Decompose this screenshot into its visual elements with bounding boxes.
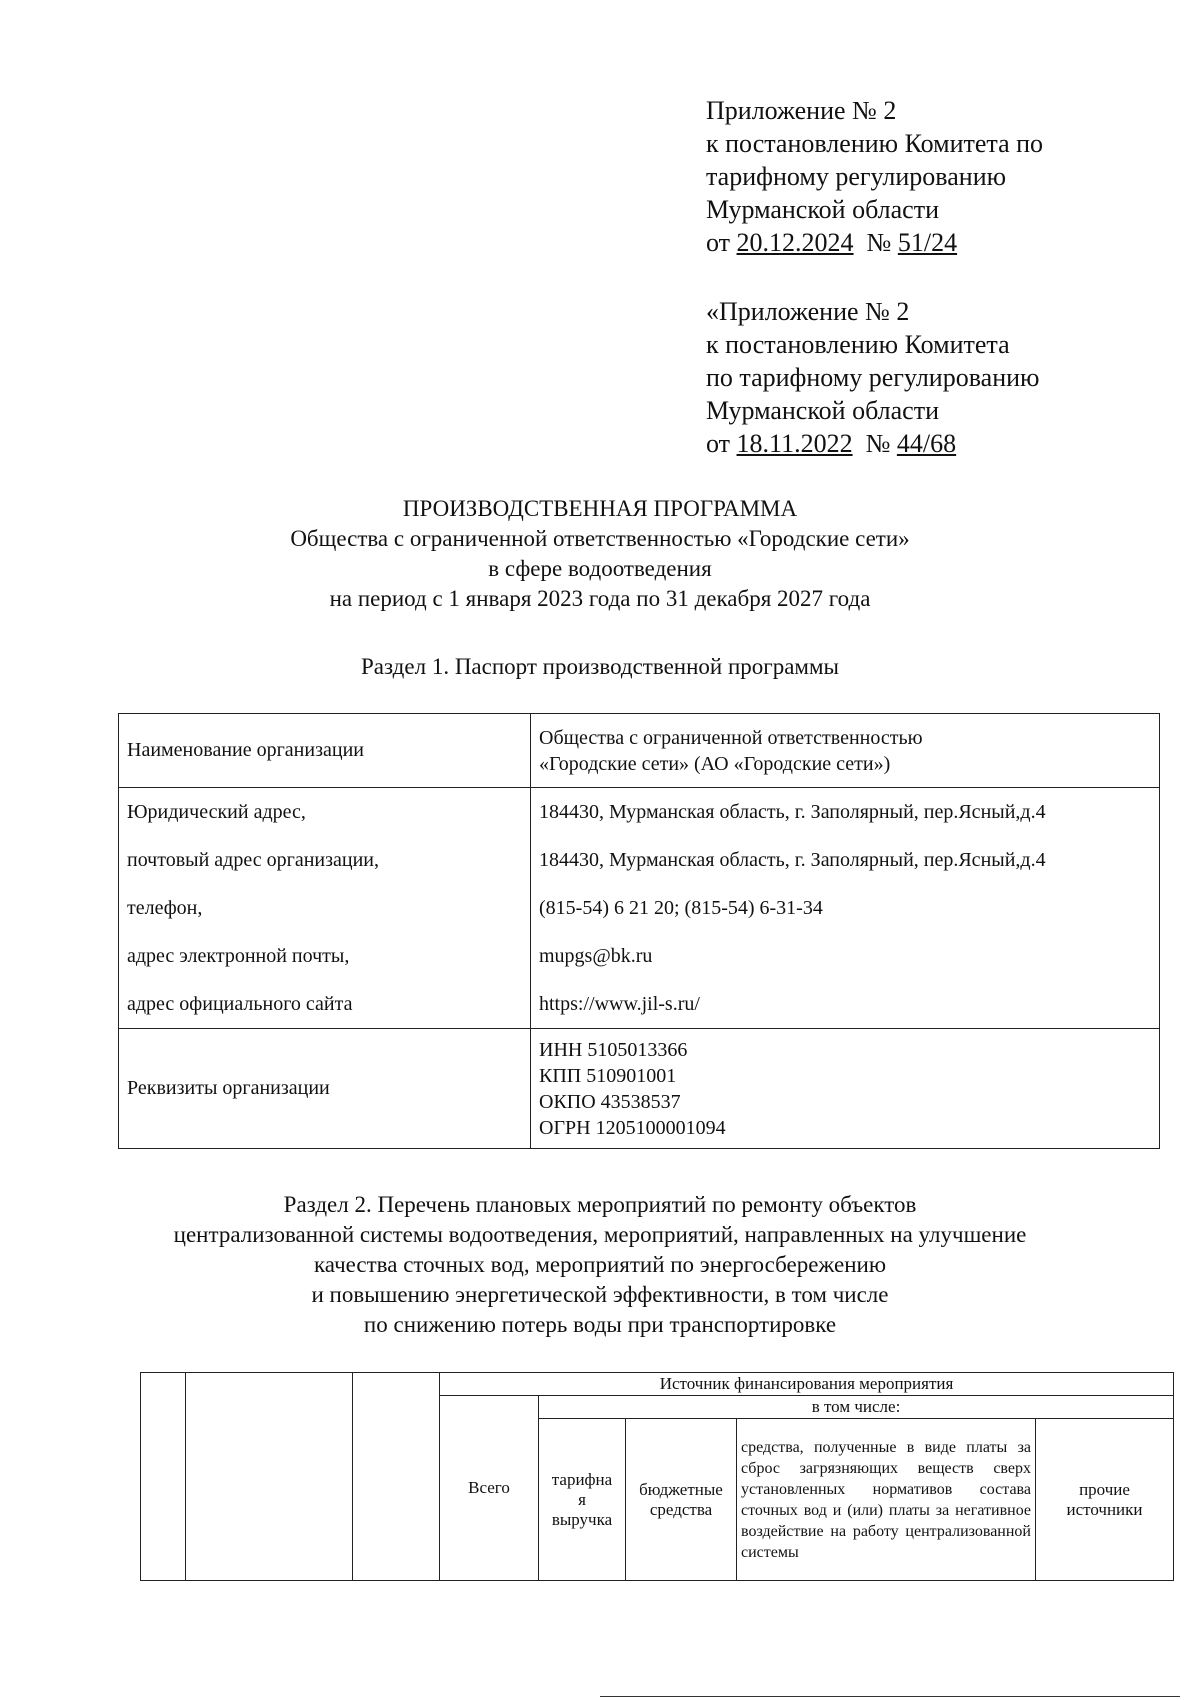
website-url: https://www.jil-s.ru/ bbox=[539, 993, 700, 1015]
requisites-label: Реквизиты организации bbox=[119, 1029, 531, 1149]
legal-address: 184430, Мурманская область, г. Заполярный, пер.Ясный,д.4 bbox=[539, 801, 1046, 823]
inn: ИНН 5105013366 bbox=[539, 1038, 688, 1061]
header-line: я bbox=[578, 1489, 586, 1509]
date-prefix: от bbox=[706, 429, 731, 458]
requisites-value bbox=[531, 1029, 1160, 1149]
title-line: ПРОИЗВОДСТВЕННАЯ ПРОГРАММА bbox=[402, 496, 798, 521]
other-sources-header bbox=[1036, 1419, 1174, 1581]
header-line: бюджетные bbox=[639, 1479, 723, 1499]
appendix-line: «Приложение № 2 bbox=[706, 297, 910, 326]
including-header: в том числе: bbox=[539, 1396, 1174, 1419]
title-line: на период с 1 января 2023 года по 31 декабря 2027 года bbox=[329, 586, 871, 611]
appendix-date-line bbox=[706, 427, 1039, 460]
org-name-line: «Городские сети» (АО «Городские сети») bbox=[539, 752, 891, 775]
section-heading-text: Раздел 1. Паспорт производственной программы bbox=[361, 654, 839, 679]
okpo: ОКПО 43538537 bbox=[539, 1090, 681, 1113]
resolution-date: 18.11.2022 bbox=[736, 429, 853, 458]
date-prefix: от bbox=[706, 228, 731, 257]
ogrn: ОГРН 1205100001094 bbox=[539, 1116, 726, 1139]
financing-table bbox=[140, 1372, 1174, 1581]
header-line: выручка bbox=[551, 1509, 613, 1529]
kpp: КПП 510901001 bbox=[539, 1064, 677, 1087]
appendix-line: Приложение № 2 bbox=[706, 96, 897, 125]
empty-header-cell bbox=[141, 1373, 186, 1581]
resolution-number: 44/68 bbox=[896, 429, 957, 458]
number-prefix: № bbox=[865, 429, 891, 458]
header-line: средства bbox=[649, 1499, 713, 1519]
budget-funds-header bbox=[626, 1419, 737, 1581]
resolution-number: 51/24 bbox=[897, 228, 958, 257]
passport-table bbox=[118, 713, 1160, 1149]
section2-line: Раздел 2. Перечень плановых мероприятий по ремонту объектов bbox=[283, 1192, 917, 1217]
header-line: прочие bbox=[1079, 1479, 1130, 1499]
pollution-fees-header: средства, полученные в виде платы за сброс загрязняющих веществ сверх установленных нормативов состава сточных вод и (или) платы за негативное воздействие на работу централизованной системы bbox=[737, 1419, 1036, 1581]
postal-address: 184430, Мурманская область, г. Заполярный, пер.Ясный,д.4 bbox=[539, 849, 1046, 871]
phone-label: телефон, bbox=[127, 897, 203, 919]
email-address: mupgs@bk.ru bbox=[539, 945, 653, 967]
appendix-line: к постановлению Комитета bbox=[706, 330, 1010, 359]
number-prefix: № bbox=[866, 228, 892, 257]
section2-heading bbox=[0, 1190, 1200, 1340]
appendix-date-line bbox=[706, 226, 1043, 259]
contacts-values bbox=[531, 788, 1160, 1029]
section2-line: по снижению потерь воды при транспортировке bbox=[363, 1312, 837, 1337]
legal-address-label: Юридический адрес, bbox=[127, 801, 306, 823]
appendix-line: Мурманской области bbox=[706, 396, 939, 425]
org-name-line: Общества с ограниченной ответственностью bbox=[539, 726, 923, 749]
table-row bbox=[119, 1029, 1160, 1149]
section2-line: и повышению энергетической эффективности, в том числе bbox=[311, 1282, 889, 1307]
postal-address-label: почтовый адрес организации, bbox=[127, 849, 379, 871]
title-line: в сфере водоотведения bbox=[488, 556, 712, 581]
appendix-line: по тарифному регулированию bbox=[706, 363, 1040, 392]
tariff-revenue-header bbox=[539, 1419, 626, 1581]
table-row bbox=[119, 714, 1160, 788]
table-row bbox=[141, 1373, 1174, 1396]
title-line: Общества с ограниченной ответственностью «Городские сети» bbox=[290, 526, 910, 551]
header-line: тарифна bbox=[551, 1469, 613, 1489]
org-name-value bbox=[531, 714, 1160, 788]
appendix-header-previous bbox=[706, 295, 1039, 460]
appendix-line: тарифному регулированию bbox=[706, 162, 1007, 191]
empty-header-cell bbox=[186, 1373, 353, 1581]
website-label: адрес официального сайта bbox=[127, 993, 353, 1015]
appendix-line: Мурманской области bbox=[706, 195, 939, 224]
contacts-labels bbox=[119, 788, 531, 1029]
appendix-header-current bbox=[706, 94, 1043, 259]
email-label: адрес электронной почты, bbox=[127, 945, 350, 967]
financing-source-header: Источник финансирования мероприятия bbox=[440, 1373, 1174, 1396]
section1-heading bbox=[0, 652, 1200, 682]
section2-line: качества сточных вод, мероприятий по энергосбережению bbox=[313, 1252, 887, 1277]
phone-number: (815-54) 6 21 20; (815-54) 6-31-34 bbox=[539, 897, 823, 919]
header-line: источники bbox=[1066, 1499, 1143, 1519]
resolution-date: 20.12.2024 bbox=[736, 228, 854, 257]
divider bbox=[600, 1696, 1180, 1697]
org-name-label: Наименование организации bbox=[119, 714, 531, 788]
table-row bbox=[119, 788, 1160, 1029]
program-title bbox=[0, 494, 1200, 614]
appendix-line: к постановлению Комитета по bbox=[706, 129, 1044, 158]
empty-header-cell bbox=[353, 1373, 440, 1581]
section2-line: централизованной системы водоотведения, мероприятий, направленных на улучшение bbox=[173, 1222, 1027, 1247]
total-header: Всего bbox=[440, 1396, 539, 1581]
